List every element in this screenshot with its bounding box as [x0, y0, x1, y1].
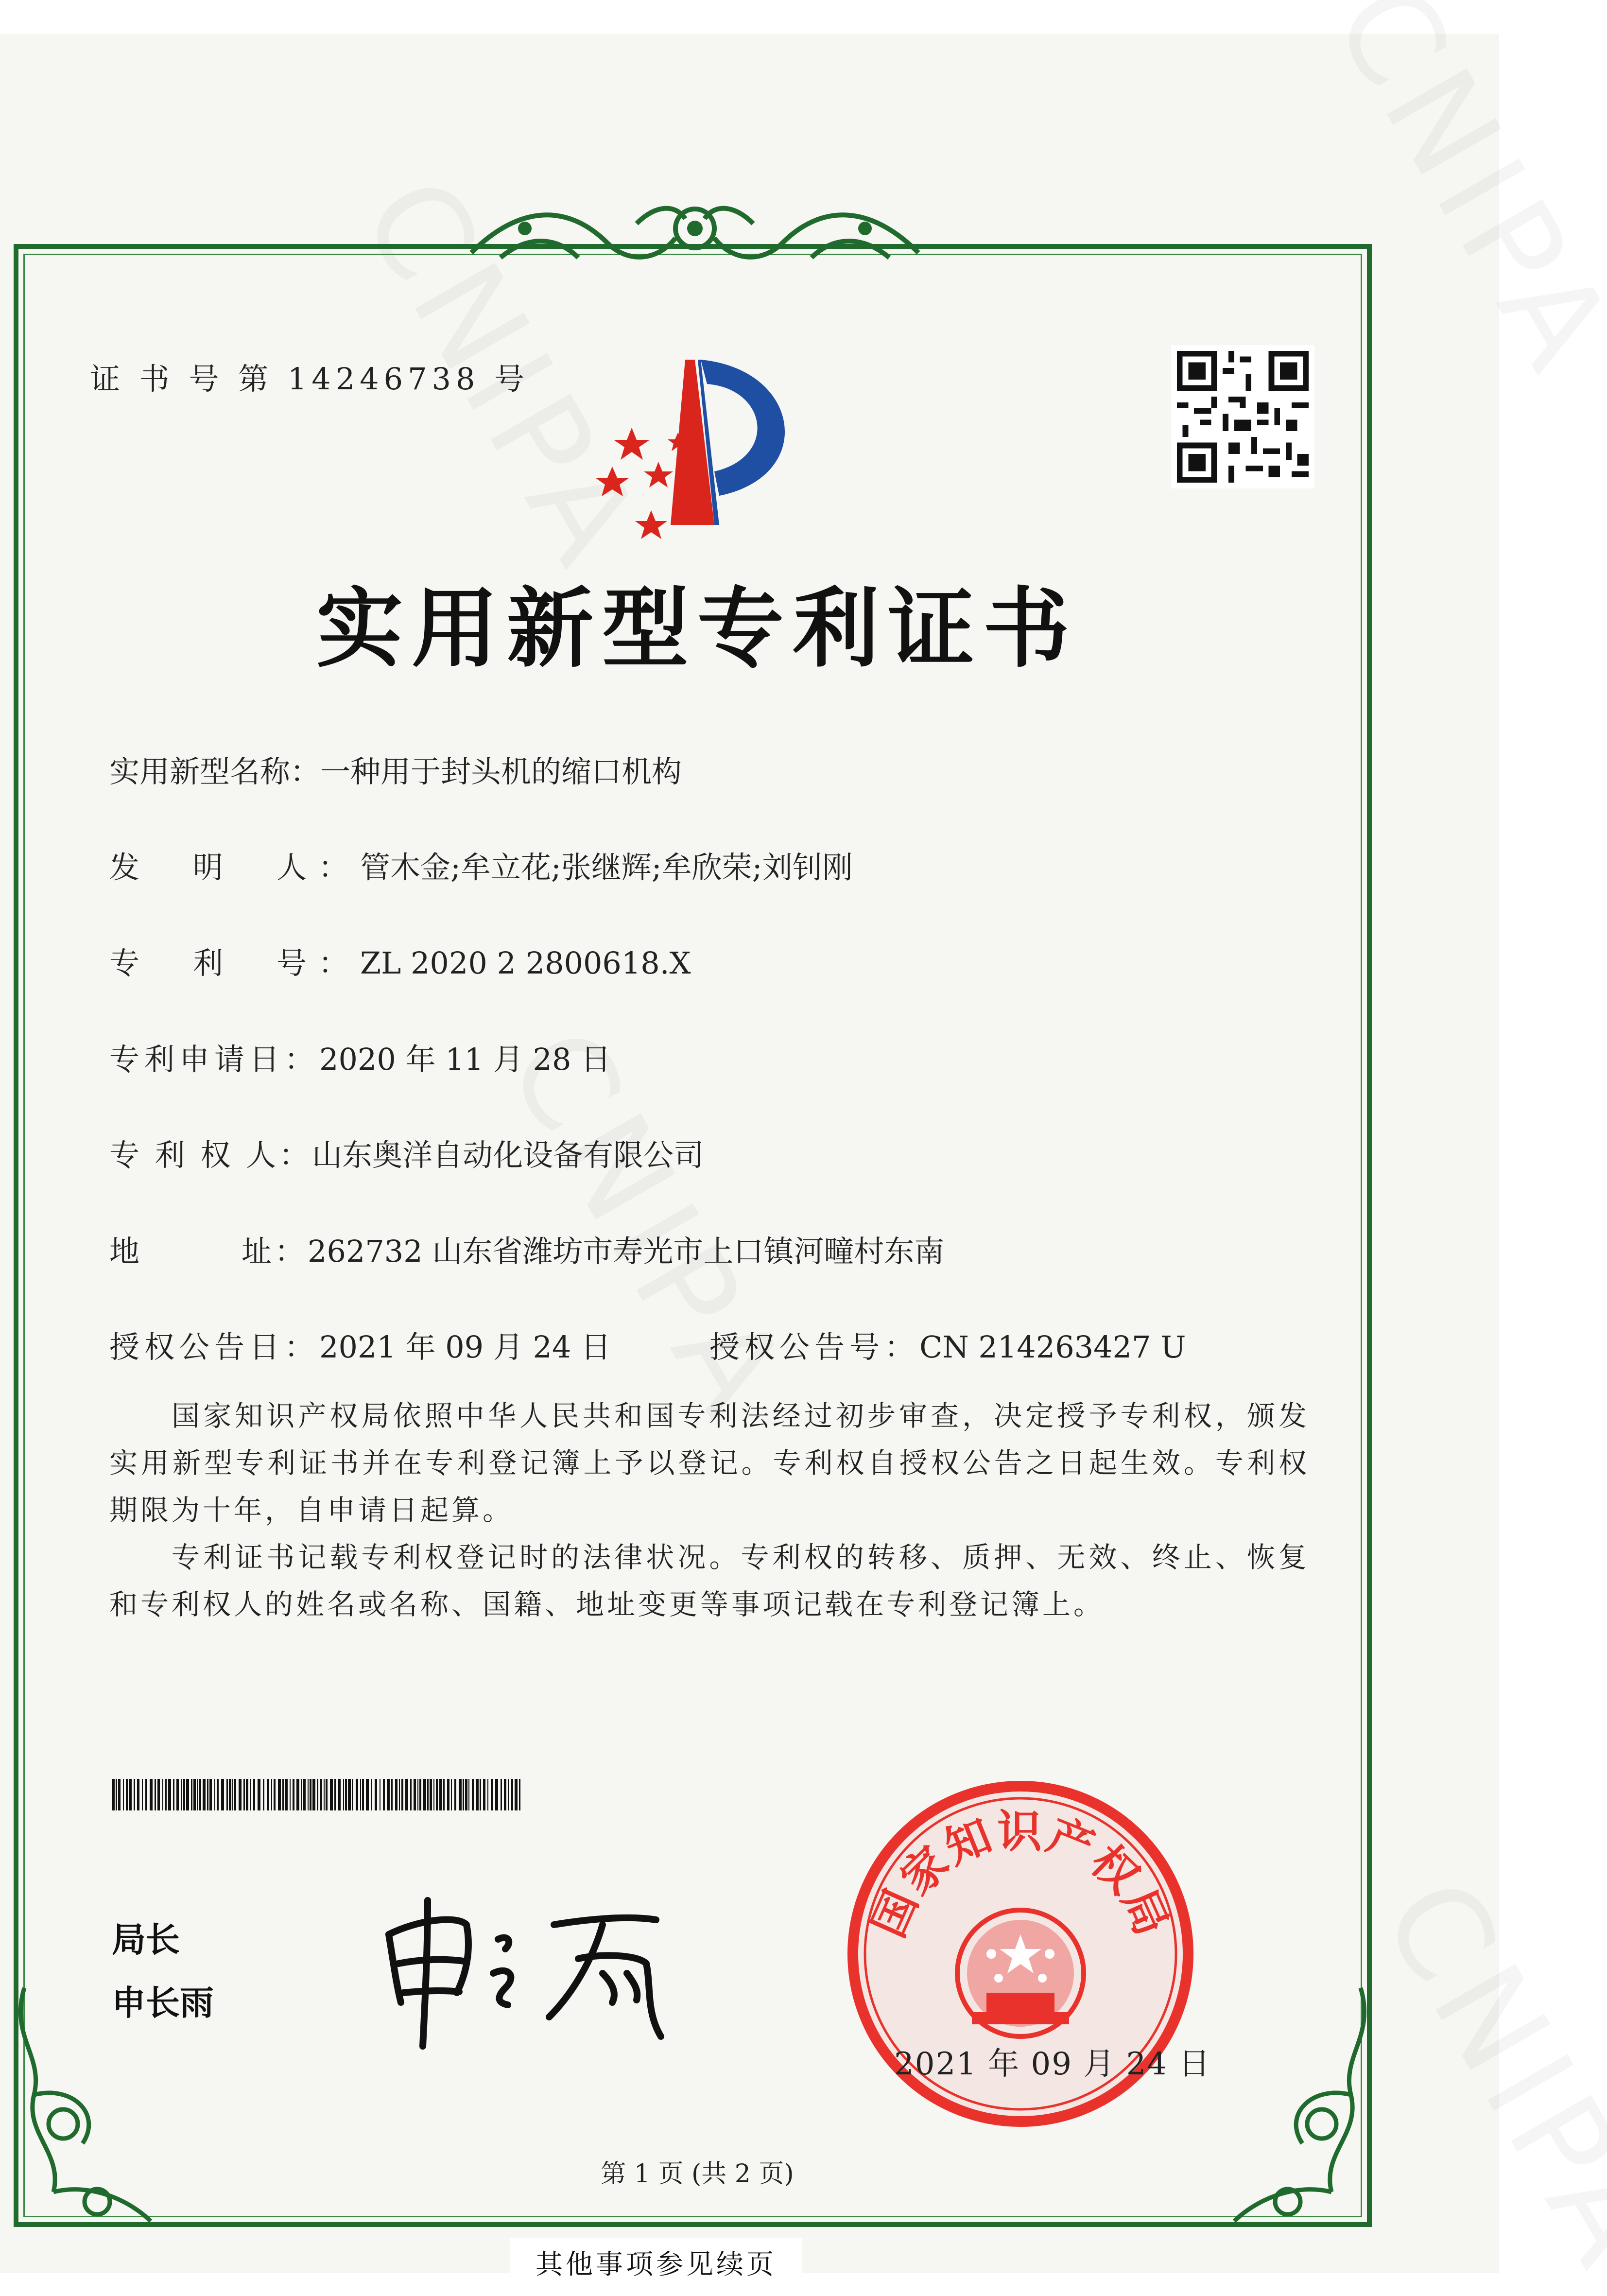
barcode-bar [511, 1779, 513, 1810]
barcode-bar [468, 1779, 469, 1810]
field-filing-date [109, 1035, 611, 1078]
barcode-bar [226, 1779, 228, 1810]
barcode-bar [221, 1779, 224, 1810]
barcode-bar [157, 1779, 160, 1810]
page-number: 第 1 页 (共 2 页) [601, 2159, 794, 2189]
barcode-bar [343, 1779, 344, 1810]
barcode-bar [459, 1779, 462, 1810]
barcode-bar [246, 1779, 248, 1810]
barcode-icon [112, 1779, 525, 1810]
barcode-bar [183, 1779, 185, 1810]
barcode-bar [447, 1779, 449, 1810]
body-paragraph-2: 专利证书记载专利权登记时的法律状况。专利权的转移、质押、无效、终止、恢复和专利权人的姓名或名称、国籍、地址变更等事项记载在专利登记簿上。 [109, 1541, 1310, 1621]
barcode-bar [371, 1779, 372, 1810]
barcode-bar [320, 1779, 322, 1810]
field-value: CN 214263427 U [919, 1329, 1186, 1365]
barcode-bar [483, 1779, 485, 1810]
field-value: 2020 年 11 月 28 日 [319, 1042, 611, 1077]
barcode-bar [239, 1779, 242, 1810]
barcode-bar [199, 1779, 201, 1810]
barcode-bar [290, 1779, 291, 1810]
field-value: 262732 山东省潍坊市寿光市上口镇河疃村东南 [308, 1234, 945, 1269]
barcode-bar [433, 1779, 434, 1810]
barcode-bar [451, 1779, 452, 1810]
barcode-bar [173, 1779, 174, 1810]
barcode-bar [308, 1779, 309, 1810]
barcode-bar [274, 1779, 276, 1810]
barcode-bar [326, 1779, 328, 1810]
barcode-bar [476, 1779, 479, 1810]
barcode-bar [258, 1779, 260, 1810]
footer-note: 其他事项参见续页 [510, 2238, 802, 2292]
field-label: 专利申请日： [109, 1042, 320, 1077]
barcode-bar [209, 1779, 212, 1810]
barcode-bar [423, 1779, 426, 1810]
barcode-bar [366, 1779, 369, 1810]
barcode-bar [271, 1779, 272, 1810]
barcode-bar [348, 1779, 351, 1810]
top-ornament-icon [462, 194, 928, 282]
barcode-bar [356, 1779, 358, 1810]
barcode-bar [176, 1779, 179, 1810]
field-value: 管木金;牟立花;张继辉;牟欣荣;刘钊刚 [360, 850, 853, 885]
barcode-bar [267, 1779, 269, 1810]
barcode-bar [278, 1779, 281, 1810]
barcode-bar [495, 1779, 498, 1810]
watermark-cnipa [1354, 1856, 1607, 2296]
barcode-bar [253, 1779, 255, 1810]
barcode-bar [387, 1779, 390, 1810]
barcode-bar [303, 1779, 306, 1810]
barcode-bar [116, 1779, 117, 1810]
field-patentee [109, 1131, 704, 1174]
bottom-right-ornament-icon [1220, 1978, 1380, 2231]
barcode-bar [439, 1779, 442, 1810]
barcode-bar [410, 1779, 412, 1810]
barcode-bar [465, 1779, 467, 1810]
certificate-number [90, 355, 529, 398]
barcode-bar [401, 1779, 403, 1810]
barcode-bar [129, 1779, 132, 1810]
barcode-bar [463, 1779, 464, 1810]
barcode-bar [217, 1779, 219, 1810]
field-label: 专 利 权 人： [109, 1137, 312, 1173]
barcode-bar [234, 1779, 236, 1810]
certificate-sheet [0, 34, 1499, 2280]
barcode-bar [504, 1779, 506, 1810]
certificate-body-text [109, 1392, 1310, 1628]
barcode-bar [126, 1779, 128, 1810]
barcode-bar [214, 1779, 215, 1810]
field-grant-date [109, 1323, 611, 1366]
barcode-bar [317, 1779, 318, 1810]
barcode-bar [519, 1779, 520, 1810]
barcode-bar [362, 1779, 364, 1810]
barcode-bar [312, 1779, 315, 1810]
barcode-bar [263, 1779, 264, 1810]
field-label: 实用新型名称： [109, 754, 321, 789]
field-patent-no [109, 939, 691, 982]
barcode-bar [134, 1779, 135, 1810]
barcode-bar [334, 1779, 336, 1810]
barcode-bar [162, 1779, 163, 1810]
barcode-bar [515, 1779, 518, 1810]
field-value: ZL 2020 2 2800618.X [360, 945, 691, 981]
barcode-bar [360, 1779, 361, 1810]
barcode-bar [508, 1779, 509, 1810]
field-label: 专 利 号： [109, 945, 361, 981]
barcode-bar [181, 1779, 182, 1810]
qr-code-icon [1171, 345, 1314, 488]
field-label: 发 明 人： [109, 850, 361, 885]
barcode-bar [301, 1779, 302, 1810]
field-value: 山东奥洋自动化设备有限公司 [312, 1137, 704, 1173]
barcode-bar [487, 1779, 488, 1810]
barcode-bar [443, 1779, 445, 1810]
barcode-bar [165, 1779, 167, 1810]
field-value: 一种用于封头机的缩口机构 [320, 754, 682, 789]
barcode-bar [491, 1779, 493, 1810]
barcode-bar [383, 1779, 385, 1810]
barcode-bar [391, 1779, 393, 1810]
barcode-bar [480, 1779, 481, 1810]
barcode-bar [436, 1779, 438, 1810]
certificate-number-label: 证 书 号 第 [90, 361, 274, 397]
field-label: 地 址： [109, 1234, 308, 1269]
certificate-number-value: 14246738 [287, 361, 480, 397]
barcode-bar [186, 1779, 189, 1810]
barcode-bar [430, 1779, 432, 1810]
barcode-bar [345, 1779, 347, 1810]
director-title: 局长 [112, 1920, 180, 1960]
seal-date: 2021 年 09 月 24 日 [894, 2046, 1211, 2082]
certificate-number-suffix: 号 [494, 361, 530, 397]
barcode-bar [330, 1779, 333, 1810]
barcode-bar [112, 1779, 115, 1810]
field-value: 2021 年 09 月 24 日 [319, 1329, 611, 1365]
director-signature-icon [374, 1881, 714, 2056]
barcode-bar [197, 1779, 198, 1810]
barcode-bar [399, 1779, 400, 1810]
barcode-bar [155, 1779, 156, 1810]
barcode-bar [324, 1779, 325, 1810]
barcode-bar [352, 1779, 353, 1810]
barcode-bar [501, 1779, 502, 1810]
barcode-bar [232, 1779, 233, 1810]
barcode-bar [405, 1779, 408, 1810]
director-name: 申长雨 [112, 1983, 214, 2023]
barcode-bar [338, 1779, 341, 1810]
barcode-bar [454, 1779, 456, 1810]
field-address [109, 1227, 944, 1270]
field-label: 授权公告日： [109, 1329, 320, 1365]
barcode-bar [427, 1779, 429, 1810]
barcode-bar [191, 1779, 192, 1810]
barcode-bar [207, 1779, 208, 1810]
field-utility-name [109, 748, 682, 791]
barcode-bar [285, 1779, 288, 1810]
barcode-bar [293, 1779, 294, 1810]
barcode-bar [193, 1779, 196, 1810]
barcode-bar [414, 1779, 416, 1810]
barcode-bar [118, 1779, 121, 1810]
barcode-bar [145, 1779, 147, 1810]
field-inventors [109, 843, 853, 887]
barcode-bar [419, 1779, 421, 1810]
barcode-bar [310, 1779, 311, 1810]
barcode-bar [142, 1779, 143, 1810]
barcode-bar [229, 1779, 231, 1810]
barcode-bar [375, 1779, 377, 1810]
field-label: 授权公告号： [709, 1329, 920, 1365]
barcode-bar [168, 1779, 171, 1810]
barcode-bar [123, 1779, 124, 1810]
barcode-bar [150, 1779, 153, 1810]
barcode-bar [250, 1779, 251, 1810]
barcode-bar [203, 1779, 206, 1810]
cnipa-logo-icon [573, 350, 826, 554]
barcode-bar [296, 1779, 299, 1810]
barcode-bar [417, 1779, 418, 1810]
barcode-bar [472, 1779, 474, 1810]
svg-text:国家知识产权局: 国家知识产权局 [862, 1805, 1179, 1945]
barcode-bar [395, 1779, 397, 1810]
barcode-bar [243, 1779, 245, 1810]
body-paragraph-1: 国家知识产权局依照中华人民共和国专利法经过初步审查，决定授予专利权，颁发实用新型专利证书并在专利登记簿上予以登记。专利权自授权公告之日起生效。专利权期限为十年，自申请日起算。 [109, 1399, 1310, 1527]
field-grant-no [709, 1323, 1186, 1366]
barcode-bar [137, 1779, 139, 1810]
certificate-title: 实用新型专利证书 [316, 577, 1078, 679]
barcode-bar [282, 1779, 284, 1810]
